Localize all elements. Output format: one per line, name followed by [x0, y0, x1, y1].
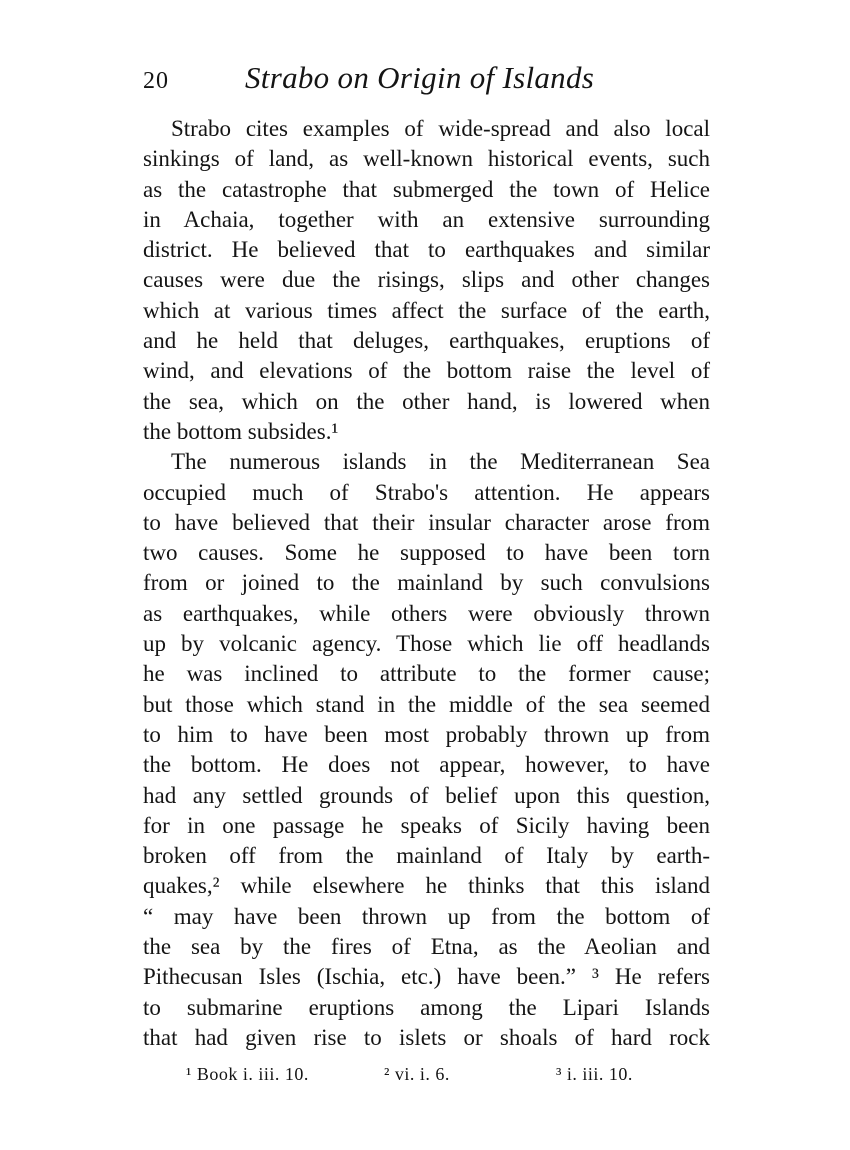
- text-line: wind, and elevations of the bottom raise the level of: [143, 358, 710, 384]
- text-line: causes were due the risings, slips and other changes: [143, 267, 710, 293]
- footnote-3: ³ i. iii. 10.: [556, 1064, 633, 1084]
- text-line: the bottom. He does not appear, however, to have: [143, 752, 710, 778]
- text-line: two causes. Some he supposed to have been torn: [143, 540, 710, 566]
- text-line: as earthquakes, while others were obviously thrown: [143, 600, 710, 626]
- text-line: district. He believed that to earthquakes and similar: [143, 237, 710, 263]
- text-line: for in one passage he speaks of Sicily having been: [143, 812, 710, 838]
- text-line: broken off from the mainland of Italy by earth-: [143, 843, 710, 869]
- page-number: 20: [143, 68, 169, 94]
- page-header: [143, 60, 743, 100]
- text-line: and he held that deluges, earthquakes, eruptions of: [143, 328, 710, 354]
- text-line: in Achaia, together with an extensive surrounding: [143, 206, 710, 232]
- text-line: The numerous islands in the Mediterranean Sea: [171, 449, 710, 475]
- text-line: to submarine eruptions among the Lipari Islands: [143, 994, 710, 1020]
- text-line: as the catastrophe that submerged the town of Helice: [143, 176, 710, 202]
- footnotes: [186, 1064, 706, 1088]
- text-line: the sea, which on the other hand, is lowered when: [143, 388, 710, 414]
- text-line: quakes,² while elsewhere he thinks that this island: [143, 873, 710, 899]
- footnote-2: ² vi. i. 6.: [384, 1064, 450, 1084]
- text-line: he was inclined to attribute to the former cause;: [143, 661, 710, 687]
- text-line: but those which stand in the middle of the sea seemed: [143, 691, 710, 717]
- text-line: the bottom subsides.¹: [143, 418, 339, 444]
- text-line: from or joined to the mainland by such convulsions: [143, 570, 710, 596]
- text-line: which at various times affect the surface of the earth,: [143, 297, 710, 323]
- text-line: “ may have been thrown up from the bottom of: [143, 903, 710, 929]
- body-text: [143, 114, 710, 1053]
- text-line: sinkings of land, as well-known historical events, such: [143, 146, 710, 172]
- text-line: to him to have been most probably thrown up from: [143, 721, 710, 747]
- text-line: Pithecusan Isles (Ischia, etc.) have been.” ³ He refers: [143, 964, 710, 990]
- text-line: to have believed that their insular character arose from: [143, 509, 710, 535]
- text-line: had any settled grounds of belief upon this question,: [143, 782, 710, 808]
- text-line: the sea by the fires of Etna, as the Aeolian and: [143, 934, 710, 960]
- running-head-title: Strabo on Origin of Islands: [245, 60, 595, 95]
- text-line: occupied much of Strabo's attention. He appears: [143, 479, 710, 505]
- text-line: up by volcanic agency. Those which lie off headlands: [143, 631, 710, 657]
- text-line: Strabo cites examples of wide-spread and also local: [171, 116, 710, 141]
- footnote-1: ¹ Book i. iii. 10.: [186, 1064, 309, 1084]
- text-line: that had given rise to islets or shoals of hard rock: [143, 1024, 710, 1050]
